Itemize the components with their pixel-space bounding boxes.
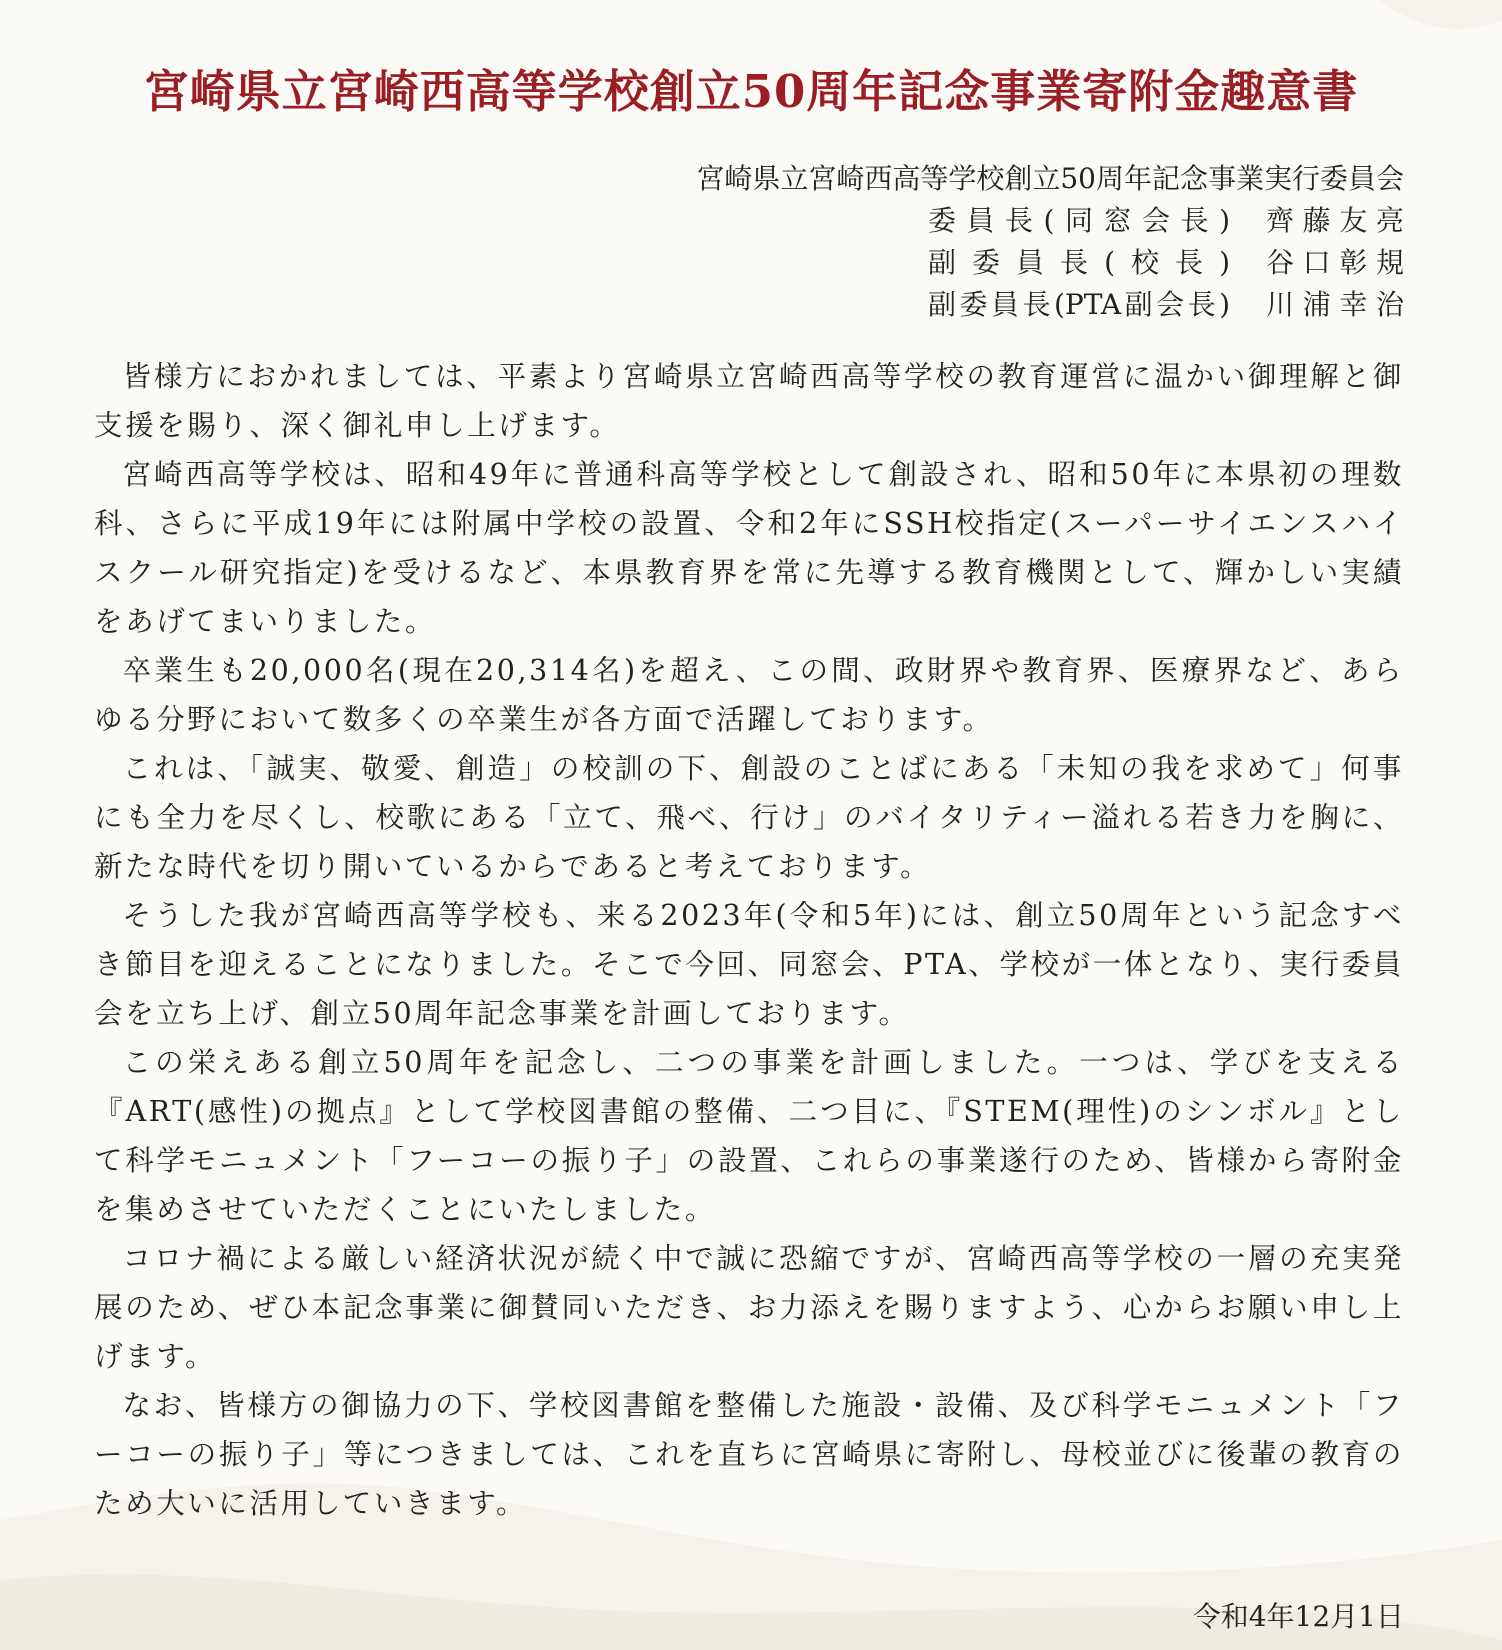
paragraph: なお、皆様方の御協力の下、学校図書館を整備した施設・設備、及び科学モニュメント「フーコーの振り子」等につきましては、これを直ちに宮崎県に寄附し、母校並びに後輩の教育のため大いに活用していきます。 bbox=[94, 1389, 1404, 1520]
paragraph: コロナ禍による厳しい経済状況が続く中で誠に恐縮ですが、宮崎西高等学校の一層の充実発展のため、ぜひ本記念事業に御賛同いただき、お力添えを賜りますよう、心からお願い申し上げます。 bbox=[94, 1242, 1404, 1373]
member-name: 川浦幸治 bbox=[1266, 288, 1404, 321]
member-role: 委員長(同窓会長) bbox=[928, 204, 1230, 237]
committee-name: 宮崎県立宮崎西高等学校創立50周年記念事業実行委員会 bbox=[696, 162, 1404, 195]
committee-block bbox=[696, 158, 1404, 326]
paragraph: 卒業生も20,000名(現在20,314名)を超え、この間、政財界や教育界、医療界など、あらゆる分野において数多くの卒業生が各方面で活躍しております。 bbox=[94, 654, 1404, 736]
paragraph: 宮崎西高等学校は、昭和49年に普通科高等学校として創設され、昭和50年に本県初の理数科、さらに平成19年には附属中学校の設置、令和2年にSSH校指定(スーパーサイエンスハイスクール研究指定)を受けるなど、本県教育界を常に先導する教育機関として、輝かしい実績をあげてまいりました。 bbox=[94, 458, 1404, 638]
paragraph: これは、「誠実、敬愛、創造」の校訓の下、創設のことばにある「未知の我を求めて」何事にも全力を尽くし、校歌にある「立て、飛べ、行け」のバイタリティー溢れる若き力を胸に、新たな時代を切り開いているからであると考えております。 bbox=[94, 752, 1404, 883]
committee-member bbox=[696, 242, 1404, 284]
paragraph: この栄えある創立50周年を記念し、二つの事業を計画しました。一つは、学びを支える『ART(感性)の拠点』として学校図書館の整備、二つ目に、『STEM(理性)のシンボル』として科学モニュメント「フーコーの振り子」の設置、これらの事業遂行のため、皆様から寄附金を集めさせていただくことにいたしました。 bbox=[94, 1046, 1404, 1226]
paragraph: 皆様方におかれましては、平素より宮崎県立宮崎西高等学校の教育運営に温かい御理解と御支援を賜り、深く御礼申し上げます。 bbox=[94, 360, 1404, 442]
committee-member bbox=[696, 284, 1404, 326]
body-text bbox=[94, 352, 1404, 1528]
paragraph: そうした我が宮崎西高等学校も、来る2023年(令和5年)には、創立50周年という記念すべき節目を迎えることになりました。そこで今回、同窓会、PTA、学校が一体となり、実行委員会を立ち上げ、創立50周年記念事業を計画しております。 bbox=[94, 899, 1404, 1030]
document-date: 令和4年12月1日 bbox=[1192, 1600, 1404, 1633]
member-name: 齊藤友亮 bbox=[1266, 204, 1404, 237]
document-title: 宮崎県立宮崎西高等学校創立50周年記念事業寄附金趣意書 bbox=[143, 65, 1359, 118]
committee-member bbox=[696, 200, 1404, 242]
member-name: 谷口彰規 bbox=[1266, 246, 1404, 279]
member-role: 副委員長(PTA副会長) bbox=[928, 288, 1230, 321]
member-role: 副委員長(校長) bbox=[928, 246, 1230, 279]
